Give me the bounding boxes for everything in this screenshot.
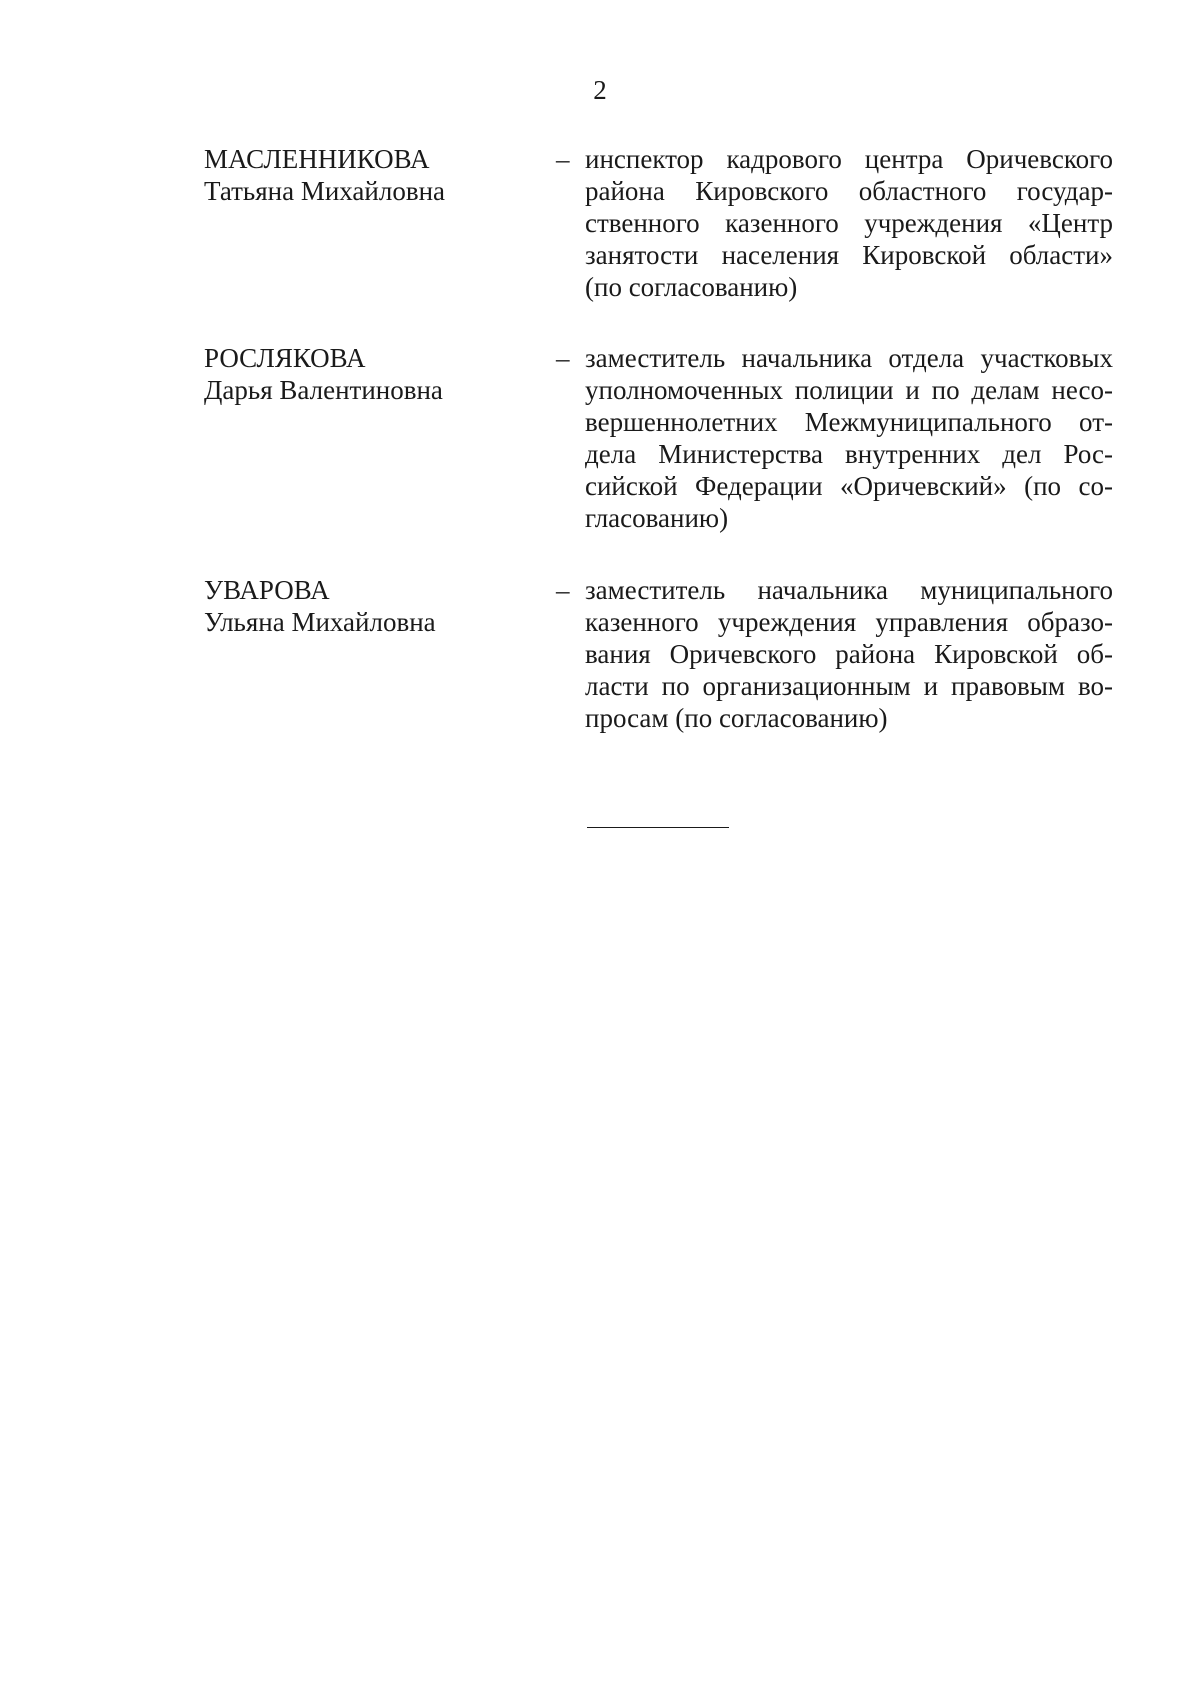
person-surname: РОСЛЯКОВА xyxy=(204,343,366,373)
role-line: ласти по организационным и правовым во- xyxy=(585,671,1113,701)
person-role xyxy=(585,574,1113,734)
role-line: занятости населения Кировской области» xyxy=(585,240,1113,270)
person-name xyxy=(204,143,534,207)
role-line: (по согласованию) xyxy=(585,272,798,302)
person-surname: УВАРОВА xyxy=(204,575,330,605)
person-given-names: Дарья Валентиновна xyxy=(204,375,443,405)
separator-dash: – xyxy=(556,144,570,174)
closing-rule xyxy=(587,827,729,828)
person-name xyxy=(204,574,534,638)
role-line: инспектор кадрового центра Оричевского xyxy=(585,144,1113,174)
role-line: заместитель начальника муниципального xyxy=(585,575,1113,605)
role-line: гласованию) xyxy=(585,503,729,533)
role-line: вершеннолетних Межмуниципального от- xyxy=(585,407,1113,437)
role-line: просам (по согласованию) xyxy=(585,703,888,733)
person-surname: МАСЛЕННИКОВА xyxy=(204,144,430,174)
role-line: сийской Федерации «Оричевский» (по со- xyxy=(585,471,1113,501)
separator-dash: – xyxy=(556,575,570,605)
person-role xyxy=(585,342,1113,534)
role-line: заместитель начальника отдела участковых xyxy=(585,343,1113,373)
role-line: казенного учреждения управления образо- xyxy=(585,607,1113,637)
separator-dash: – xyxy=(556,343,570,373)
role-line: уполномоченных полиции и по делам несо- xyxy=(585,375,1113,405)
person-role xyxy=(585,143,1113,303)
page-number: 2 xyxy=(593,75,607,105)
person-name xyxy=(204,342,534,406)
role-line: района Кировского областного государ- xyxy=(585,176,1113,206)
person-given-names: Ульяна Михайловна xyxy=(204,607,436,637)
role-line: ственного казенного учреждения «Центр xyxy=(585,208,1113,238)
role-line: дела Министерства внутренних дел Рос- xyxy=(585,439,1113,469)
role-line: вания Оричевского района Кировской об- xyxy=(585,639,1113,669)
person-given-names: Татьяна Михайловна xyxy=(204,176,446,206)
